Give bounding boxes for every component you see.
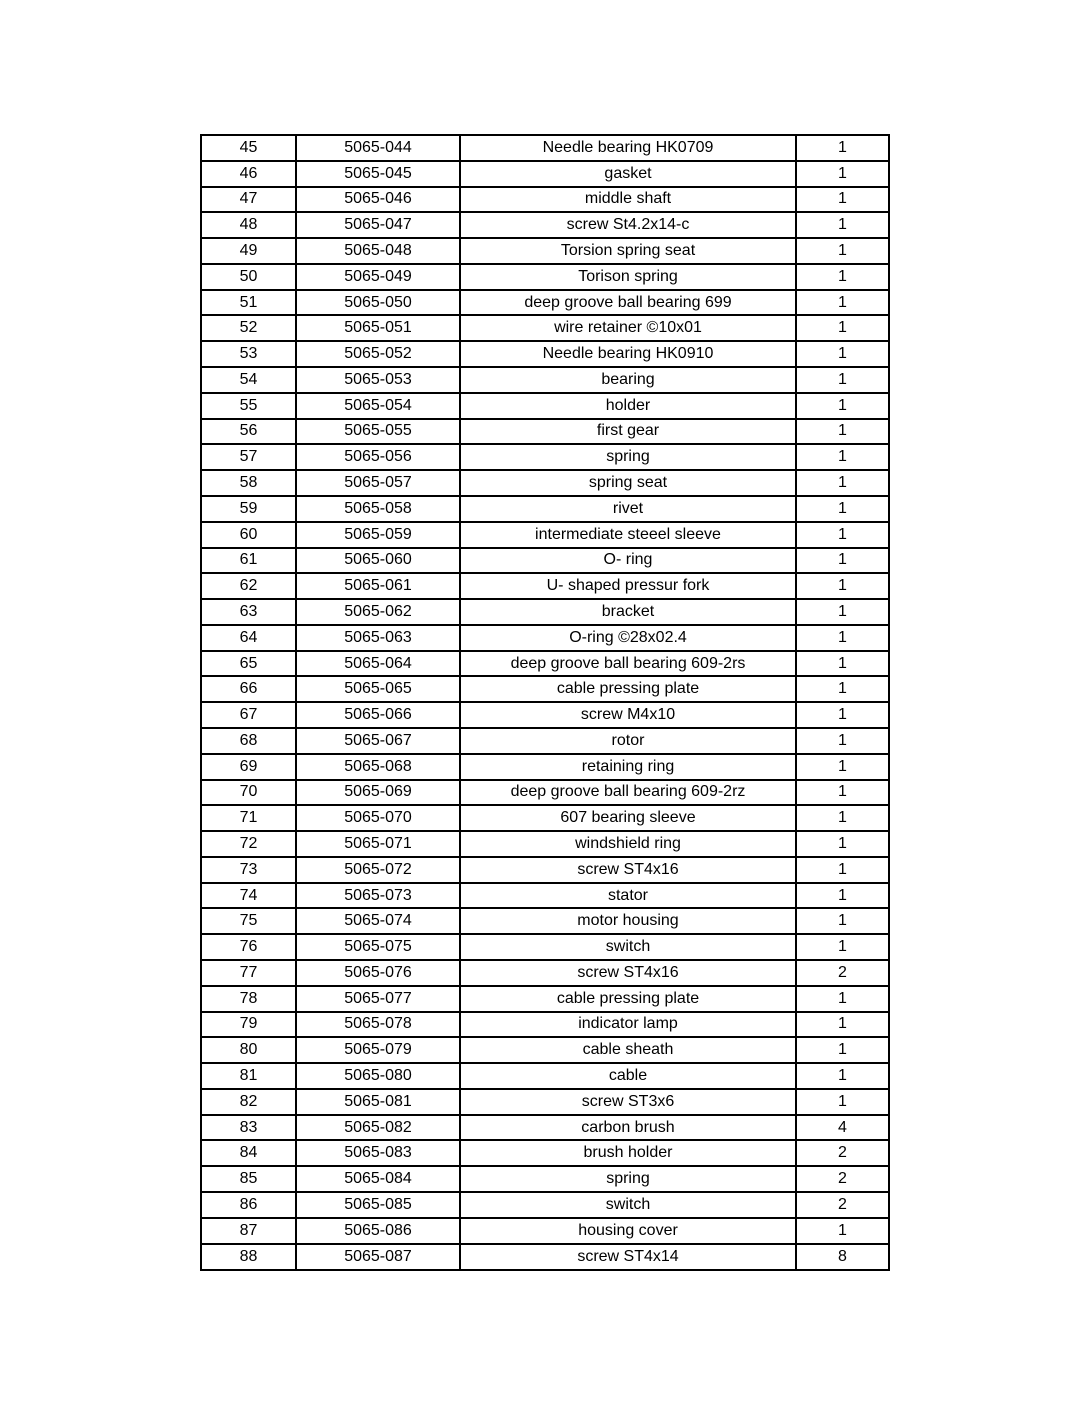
cell-item-number: 82 bbox=[201, 1089, 296, 1115]
cell-description: screw M4x10 bbox=[460, 702, 796, 728]
table-row bbox=[201, 187, 889, 213]
cell-quantity: 1 bbox=[796, 548, 889, 574]
table-row bbox=[201, 238, 889, 264]
cell-item-number: 64 bbox=[201, 625, 296, 651]
table-row bbox=[201, 393, 889, 419]
cell-part-number: 5065-051 bbox=[296, 315, 460, 341]
cell-item-number: 85 bbox=[201, 1166, 296, 1192]
table-row bbox=[201, 651, 889, 677]
table-row bbox=[201, 1192, 889, 1218]
cell-description: indicator lamp bbox=[460, 1012, 796, 1038]
cell-description: intermediate steeel sleeve bbox=[460, 522, 796, 548]
cell-part-number: 5065-060 bbox=[296, 548, 460, 574]
cell-description: holder bbox=[460, 393, 796, 419]
cell-part-number: 5065-053 bbox=[296, 367, 460, 393]
cell-item-number: 45 bbox=[201, 135, 296, 161]
cell-description: screw ST4x14 bbox=[460, 1244, 796, 1270]
cell-description: first gear bbox=[460, 419, 796, 445]
cell-quantity: 1 bbox=[796, 393, 889, 419]
table-row bbox=[201, 1115, 889, 1141]
cell-part-number: 5065-078 bbox=[296, 1012, 460, 1038]
cell-part-number: 5065-072 bbox=[296, 857, 460, 883]
cell-description: rotor bbox=[460, 728, 796, 754]
cell-part-number: 5065-059 bbox=[296, 522, 460, 548]
cell-description: screw ST4x16 bbox=[460, 960, 796, 986]
cell-item-number: 76 bbox=[201, 934, 296, 960]
cell-quantity: 1 bbox=[796, 444, 889, 470]
cell-description: U- shaped pressur fork bbox=[460, 573, 796, 599]
cell-part-number: 5065-085 bbox=[296, 1192, 460, 1218]
cell-part-number: 5065-070 bbox=[296, 805, 460, 831]
cell-description: rivet bbox=[460, 496, 796, 522]
cell-description: spring bbox=[460, 444, 796, 470]
table-row bbox=[201, 212, 889, 238]
table-row bbox=[201, 367, 889, 393]
cell-description: stator bbox=[460, 883, 796, 909]
cell-part-number: 5065-067 bbox=[296, 728, 460, 754]
cell-description: Torsion spring seat bbox=[460, 238, 796, 264]
table-row bbox=[201, 290, 889, 316]
cell-item-number: 75 bbox=[201, 908, 296, 934]
cell-quantity: 1 bbox=[796, 367, 889, 393]
table-row bbox=[201, 315, 889, 341]
cell-quantity: 1 bbox=[796, 934, 889, 960]
cell-description: bearing bbox=[460, 367, 796, 393]
cell-quantity: 1 bbox=[796, 599, 889, 625]
cell-item-number: 57 bbox=[201, 444, 296, 470]
parts-table-body bbox=[201, 135, 889, 1270]
cell-item-number: 60 bbox=[201, 522, 296, 548]
table-row bbox=[201, 728, 889, 754]
cell-description: Needle bearing HK0709 bbox=[460, 135, 796, 161]
table-row bbox=[201, 831, 889, 857]
cell-item-number: 88 bbox=[201, 1244, 296, 1270]
cell-quantity: 1 bbox=[796, 676, 889, 702]
cell-item-number: 49 bbox=[201, 238, 296, 264]
table-row bbox=[201, 264, 889, 290]
cell-quantity: 1 bbox=[796, 728, 889, 754]
cell-quantity: 1 bbox=[796, 1089, 889, 1115]
table-row bbox=[201, 702, 889, 728]
table-row bbox=[201, 780, 889, 806]
cell-part-number: 5065-057 bbox=[296, 470, 460, 496]
cell-part-number: 5065-058 bbox=[296, 496, 460, 522]
cell-quantity: 1 bbox=[796, 805, 889, 831]
cell-part-number: 5065-055 bbox=[296, 419, 460, 445]
cell-description: O- ring bbox=[460, 548, 796, 574]
table-row bbox=[201, 1037, 889, 1063]
table-row bbox=[201, 805, 889, 831]
table-row bbox=[201, 1012, 889, 1038]
cell-part-number: 5065-066 bbox=[296, 702, 460, 728]
cell-part-number: 5065-050 bbox=[296, 290, 460, 316]
cell-item-number: 62 bbox=[201, 573, 296, 599]
parts-table bbox=[200, 134, 890, 1271]
cell-part-number: 5065-082 bbox=[296, 1115, 460, 1141]
cell-description: windshield ring bbox=[460, 831, 796, 857]
cell-description: brush holder bbox=[460, 1140, 796, 1166]
cell-description: retaining ring bbox=[460, 754, 796, 780]
cell-part-number: 5065-063 bbox=[296, 625, 460, 651]
cell-part-number: 5065-065 bbox=[296, 676, 460, 702]
table-row bbox=[201, 986, 889, 1012]
cell-quantity: 1 bbox=[796, 161, 889, 187]
table-row bbox=[201, 625, 889, 651]
cell-item-number: 87 bbox=[201, 1218, 296, 1244]
cell-quantity: 1 bbox=[796, 573, 889, 599]
table-row bbox=[201, 161, 889, 187]
cell-item-number: 59 bbox=[201, 496, 296, 522]
cell-description: Torison spring bbox=[460, 264, 796, 290]
cell-item-number: 70 bbox=[201, 780, 296, 806]
cell-quantity: 2 bbox=[796, 960, 889, 986]
table-row bbox=[201, 960, 889, 986]
cell-description: cable bbox=[460, 1063, 796, 1089]
table-row bbox=[201, 1063, 889, 1089]
table-row bbox=[201, 135, 889, 161]
cell-part-number: 5065-046 bbox=[296, 187, 460, 213]
cell-item-number: 80 bbox=[201, 1037, 296, 1063]
cell-part-number: 5065-069 bbox=[296, 780, 460, 806]
cell-quantity: 1 bbox=[796, 625, 889, 651]
cell-description: cable pressing plate bbox=[460, 676, 796, 702]
cell-quantity: 1 bbox=[796, 290, 889, 316]
cell-quantity: 1 bbox=[796, 135, 889, 161]
cell-item-number: 78 bbox=[201, 986, 296, 1012]
cell-part-number: 5065-061 bbox=[296, 573, 460, 599]
cell-part-number: 5065-086 bbox=[296, 1218, 460, 1244]
cell-part-number: 5065-052 bbox=[296, 341, 460, 367]
cell-description: O-ring ©28x02.4 bbox=[460, 625, 796, 651]
cell-part-number: 5065-064 bbox=[296, 651, 460, 677]
cell-item-number: 47 bbox=[201, 187, 296, 213]
cell-item-number: 52 bbox=[201, 315, 296, 341]
table-row bbox=[201, 1218, 889, 1244]
cell-quantity: 1 bbox=[796, 1037, 889, 1063]
cell-quantity: 2 bbox=[796, 1166, 889, 1192]
cell-quantity: 1 bbox=[796, 187, 889, 213]
cell-description: cable sheath bbox=[460, 1037, 796, 1063]
cell-item-number: 58 bbox=[201, 470, 296, 496]
cell-quantity: 1 bbox=[796, 522, 889, 548]
cell-item-number: 83 bbox=[201, 1115, 296, 1141]
cell-item-number: 53 bbox=[201, 341, 296, 367]
cell-part-number: 5065-062 bbox=[296, 599, 460, 625]
cell-item-number: 74 bbox=[201, 883, 296, 909]
cell-part-number: 5065-083 bbox=[296, 1140, 460, 1166]
cell-quantity: 1 bbox=[796, 986, 889, 1012]
cell-item-number: 86 bbox=[201, 1192, 296, 1218]
cell-item-number: 69 bbox=[201, 754, 296, 780]
cell-description: wire retainer ©10x01 bbox=[460, 315, 796, 341]
cell-part-number: 5065-074 bbox=[296, 908, 460, 934]
cell-part-number: 5065-087 bbox=[296, 1244, 460, 1270]
cell-part-number: 5065-068 bbox=[296, 754, 460, 780]
cell-item-number: 67 bbox=[201, 702, 296, 728]
cell-quantity: 1 bbox=[796, 496, 889, 522]
cell-item-number: 68 bbox=[201, 728, 296, 754]
table-row bbox=[201, 341, 889, 367]
table-row bbox=[201, 1089, 889, 1115]
cell-quantity: 8 bbox=[796, 1244, 889, 1270]
table-row bbox=[201, 496, 889, 522]
cell-quantity: 1 bbox=[796, 470, 889, 496]
cell-part-number: 5065-045 bbox=[296, 161, 460, 187]
cell-part-number: 5065-073 bbox=[296, 883, 460, 909]
cell-quantity: 2 bbox=[796, 1140, 889, 1166]
table-row bbox=[201, 676, 889, 702]
table-row bbox=[201, 1140, 889, 1166]
cell-item-number: 56 bbox=[201, 419, 296, 445]
cell-part-number: 5065-056 bbox=[296, 444, 460, 470]
table-row bbox=[201, 522, 889, 548]
cell-item-number: 63 bbox=[201, 599, 296, 625]
cell-quantity: 1 bbox=[796, 883, 889, 909]
cell-quantity: 1 bbox=[796, 419, 889, 445]
cell-quantity: 1 bbox=[796, 315, 889, 341]
cell-item-number: 61 bbox=[201, 548, 296, 574]
cell-part-number: 5065-049 bbox=[296, 264, 460, 290]
cell-description: bracket bbox=[460, 599, 796, 625]
table-row bbox=[201, 573, 889, 599]
cell-quantity: 1 bbox=[796, 1218, 889, 1244]
cell-quantity: 1 bbox=[796, 651, 889, 677]
cell-part-number: 5065-077 bbox=[296, 986, 460, 1012]
cell-description: cable pressing plate bbox=[460, 986, 796, 1012]
cell-item-number: 73 bbox=[201, 857, 296, 883]
cell-description: spring seat bbox=[460, 470, 796, 496]
cell-item-number: 79 bbox=[201, 1012, 296, 1038]
cell-quantity: 1 bbox=[796, 264, 889, 290]
table-row bbox=[201, 1244, 889, 1270]
cell-item-number: 50 bbox=[201, 264, 296, 290]
cell-item-number: 81 bbox=[201, 1063, 296, 1089]
cell-description: deep groove ball bearing 609-2rz bbox=[460, 780, 796, 806]
cell-part-number: 5065-084 bbox=[296, 1166, 460, 1192]
cell-quantity: 1 bbox=[796, 212, 889, 238]
cell-item-number: 46 bbox=[201, 161, 296, 187]
cell-description: screw St4.2x14-c bbox=[460, 212, 796, 238]
cell-part-number: 5065-081 bbox=[296, 1089, 460, 1115]
table-row bbox=[201, 934, 889, 960]
cell-part-number: 5065-054 bbox=[296, 393, 460, 419]
cell-quantity: 1 bbox=[796, 908, 889, 934]
cell-quantity: 1 bbox=[796, 702, 889, 728]
cell-description: housing cover bbox=[460, 1218, 796, 1244]
table-row bbox=[201, 444, 889, 470]
table-row bbox=[201, 1166, 889, 1192]
table-row bbox=[201, 857, 889, 883]
cell-part-number: 5065-076 bbox=[296, 960, 460, 986]
cell-part-number: 5065-044 bbox=[296, 135, 460, 161]
cell-part-number: 5065-075 bbox=[296, 934, 460, 960]
cell-item-number: 84 bbox=[201, 1140, 296, 1166]
table-row bbox=[201, 883, 889, 909]
cell-quantity: 1 bbox=[796, 780, 889, 806]
cell-description: deep groove ball bearing 609-2rs bbox=[460, 651, 796, 677]
cell-description: carbon brush bbox=[460, 1115, 796, 1141]
cell-part-number: 5065-080 bbox=[296, 1063, 460, 1089]
cell-quantity: 1 bbox=[796, 831, 889, 857]
cell-description: screw ST4x16 bbox=[460, 857, 796, 883]
cell-item-number: 55 bbox=[201, 393, 296, 419]
cell-quantity: 1 bbox=[796, 341, 889, 367]
cell-item-number: 66 bbox=[201, 676, 296, 702]
cell-item-number: 71 bbox=[201, 805, 296, 831]
cell-part-number: 5065-047 bbox=[296, 212, 460, 238]
cell-description: screw ST3x6 bbox=[460, 1089, 796, 1115]
cell-item-number: 72 bbox=[201, 831, 296, 857]
table-row bbox=[201, 470, 889, 496]
cell-description: switch bbox=[460, 934, 796, 960]
cell-part-number: 5065-048 bbox=[296, 238, 460, 264]
cell-item-number: 51 bbox=[201, 290, 296, 316]
cell-description: middle shaft bbox=[460, 187, 796, 213]
cell-part-number: 5065-071 bbox=[296, 831, 460, 857]
cell-description: switch bbox=[460, 1192, 796, 1218]
cell-part-number: 5065-079 bbox=[296, 1037, 460, 1063]
cell-quantity: 1 bbox=[796, 1063, 889, 1089]
cell-description: motor housing bbox=[460, 908, 796, 934]
table-row bbox=[201, 754, 889, 780]
cell-description: Needle bearing HK0910 bbox=[460, 341, 796, 367]
cell-quantity: 1 bbox=[796, 754, 889, 780]
cell-quantity: 1 bbox=[796, 857, 889, 883]
cell-item-number: 48 bbox=[201, 212, 296, 238]
table-row bbox=[201, 419, 889, 445]
cell-item-number: 54 bbox=[201, 367, 296, 393]
cell-description: 607 bearing sleeve bbox=[460, 805, 796, 831]
cell-quantity: 4 bbox=[796, 1115, 889, 1141]
cell-quantity: 1 bbox=[796, 238, 889, 264]
cell-quantity: 2 bbox=[796, 1192, 889, 1218]
cell-description: gasket bbox=[460, 161, 796, 187]
table-row bbox=[201, 908, 889, 934]
table-row bbox=[201, 548, 889, 574]
cell-item-number: 65 bbox=[201, 651, 296, 677]
cell-quantity: 1 bbox=[796, 1012, 889, 1038]
cell-item-number: 77 bbox=[201, 960, 296, 986]
table-row bbox=[201, 599, 889, 625]
cell-description: spring bbox=[460, 1166, 796, 1192]
cell-description: deep groove ball bearing 699 bbox=[460, 290, 796, 316]
